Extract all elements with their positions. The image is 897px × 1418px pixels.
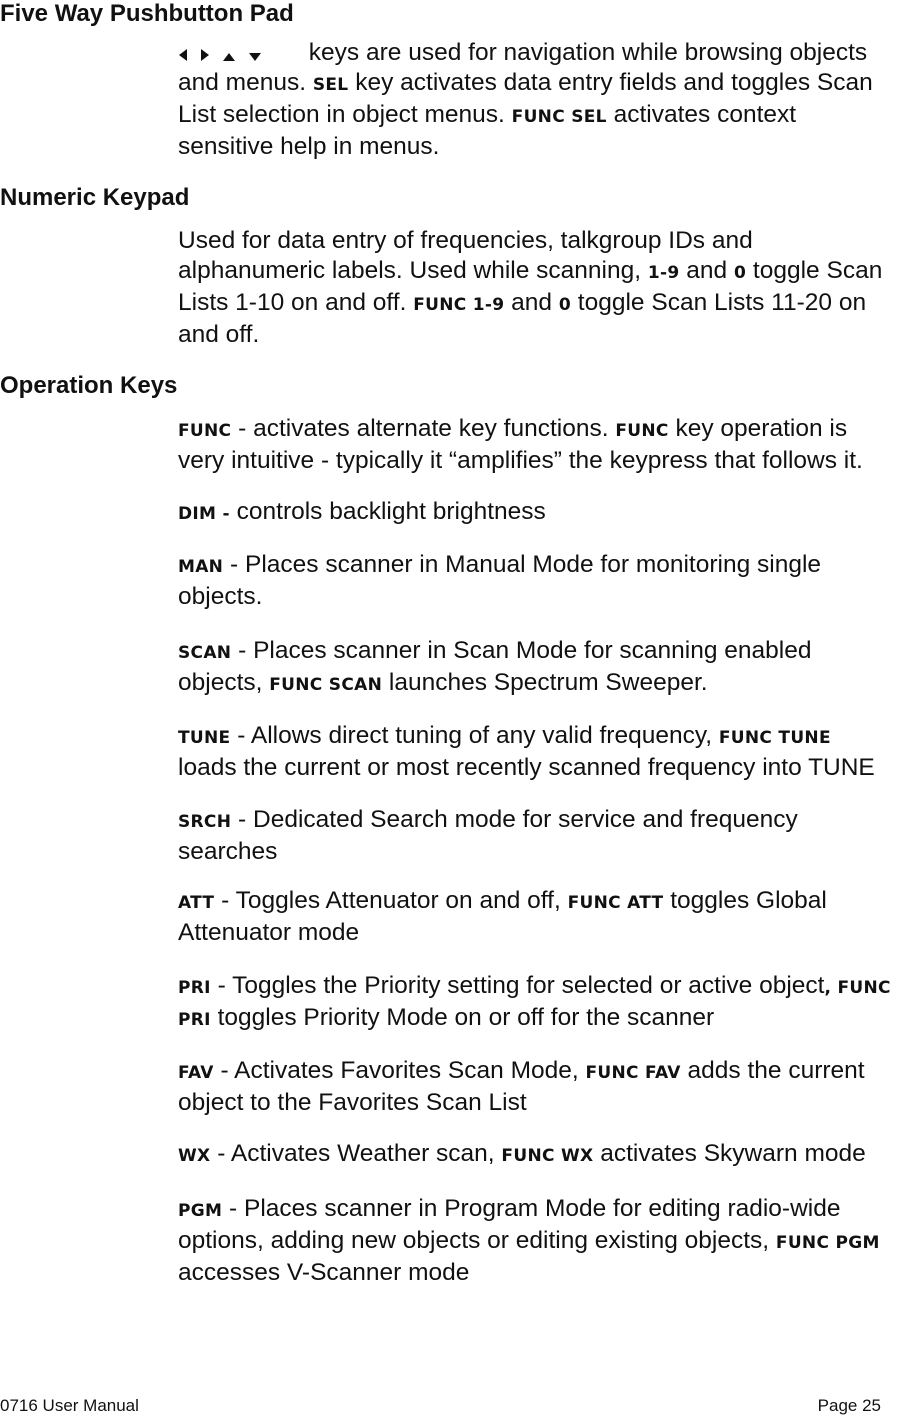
text: toggle Scan Lists 11-20 on and off. xyxy=(178,289,867,348)
up-arrow-icon xyxy=(222,52,236,62)
op-key-func xyxy=(178,414,896,476)
key-label: 0 xyxy=(558,295,571,315)
heading-numeric-keypad: Numeric Keypad xyxy=(0,184,190,211)
key-label: FUNC WX xyxy=(501,1146,594,1166)
text: - Toggles the Priority setting for selected or active object xyxy=(210,972,825,999)
text: adds the current object to the Favorites Scan List xyxy=(178,1057,865,1116)
footer-manual-title: 0716 User Manual xyxy=(0,1396,139,1415)
text: - Places scanner in Manual Mode for monitoring single objects. xyxy=(178,551,822,610)
numeric-keypad-description xyxy=(178,226,896,350)
op-key-man xyxy=(178,550,896,612)
left-arrow-icon xyxy=(178,48,188,62)
op-key-att xyxy=(178,886,896,948)
key-label: FUNC 1-9 xyxy=(413,295,505,315)
op-key-wx xyxy=(178,1139,896,1171)
text: toggle Scan Lists 1-10 on and off. xyxy=(178,257,883,316)
key-label: ATT xyxy=(178,893,215,913)
text: key operation is very intuitive - typically it “amplifies” the keypress that follows it. xyxy=(178,415,863,474)
footer-page-number: Page 25 xyxy=(817,1396,881,1415)
text: and xyxy=(679,257,734,284)
key-label: FUNC SEL xyxy=(511,107,607,127)
text: key activates data entry fields and toggles Scan List selection in object menus. xyxy=(178,69,873,128)
text: - Dedicated Search mode for service and frequency searches xyxy=(178,806,798,865)
text: Used for data entry of frequencies, talkgroup IDs and alphanumeric labels. Used while scanning, xyxy=(178,227,753,284)
heading-five-way-pushbutton-pad: Five Way Pushbutton Pad xyxy=(0,0,294,27)
text: - Toggles Attenuator on and off, xyxy=(214,887,568,914)
right-arrow-icon xyxy=(200,48,210,62)
key-label: PGM xyxy=(178,1201,223,1221)
key-label: PRI xyxy=(178,978,211,998)
text: - Activates Favorites Scan Mode, xyxy=(213,1057,586,1084)
text: keys are used for navigation while browsing objects and menus. xyxy=(178,39,868,96)
text: activates Skywarn mode xyxy=(593,1140,866,1167)
key-label: DIM - xyxy=(178,504,230,524)
down-arrow-icon xyxy=(248,52,262,62)
text: - Places scanner in Scan Mode for scanning enabled objects, xyxy=(178,637,812,696)
key-label: SRCH xyxy=(178,812,232,832)
heading-operation-keys: Operation Keys xyxy=(0,372,178,399)
key-label: WX xyxy=(178,1146,211,1166)
text: activates context sensitive help in menus. xyxy=(178,101,797,160)
key-label: 0 xyxy=(733,263,747,283)
key-label: FUNC ATT xyxy=(567,893,664,913)
text: controls backlight brightness xyxy=(229,498,546,525)
text: loads the current or most recently scanned frequency into TUNE xyxy=(178,754,875,781)
key-label: FUNC FAV xyxy=(585,1063,681,1083)
text: and xyxy=(504,289,559,316)
text: toggles Priority Mode on or off for the scanner xyxy=(210,1004,715,1031)
text: - Allows direct tuning of any valid frequency, xyxy=(230,722,719,749)
key-label: FUNC xyxy=(178,421,232,441)
key-label: TUNE xyxy=(178,728,231,748)
op-key-scan xyxy=(178,636,896,700)
key-label: FUNC SCAN xyxy=(269,675,383,695)
key-label: FAV xyxy=(178,1063,214,1083)
text: - Activates Weather scan, xyxy=(210,1140,502,1167)
key-label: FUNC TUNE xyxy=(718,728,831,748)
op-key-fav xyxy=(178,1056,896,1118)
text: - Places scanner in Program Mode for editing radio-wide options, adding new objects or editing existing objects, xyxy=(178,1195,841,1254)
op-key-tune xyxy=(178,721,896,783)
op-key-pri xyxy=(178,971,896,1035)
key-label: 1-9 xyxy=(647,263,680,283)
text: - activates alternate key functions. xyxy=(231,415,616,442)
key-label: , FUNC PRI xyxy=(178,978,891,1030)
op-key-srch xyxy=(178,805,896,867)
key-label: SEL xyxy=(312,75,349,95)
text: accesses V-Scanner mode xyxy=(178,1259,470,1286)
key-label: SCAN xyxy=(178,643,232,663)
five-way-description xyxy=(178,38,896,162)
op-key-dim xyxy=(178,497,896,529)
key-label: FUNC xyxy=(615,421,669,441)
key-label: FUNC PGM xyxy=(775,1233,880,1253)
text: launches Spectrum Sweeper. xyxy=(382,669,708,696)
navigation-arrow-keys xyxy=(178,38,302,68)
op-key-pgm xyxy=(178,1194,896,1288)
key-label: MAN xyxy=(178,557,224,577)
text: toggles Global Attenuator mode xyxy=(178,887,827,946)
